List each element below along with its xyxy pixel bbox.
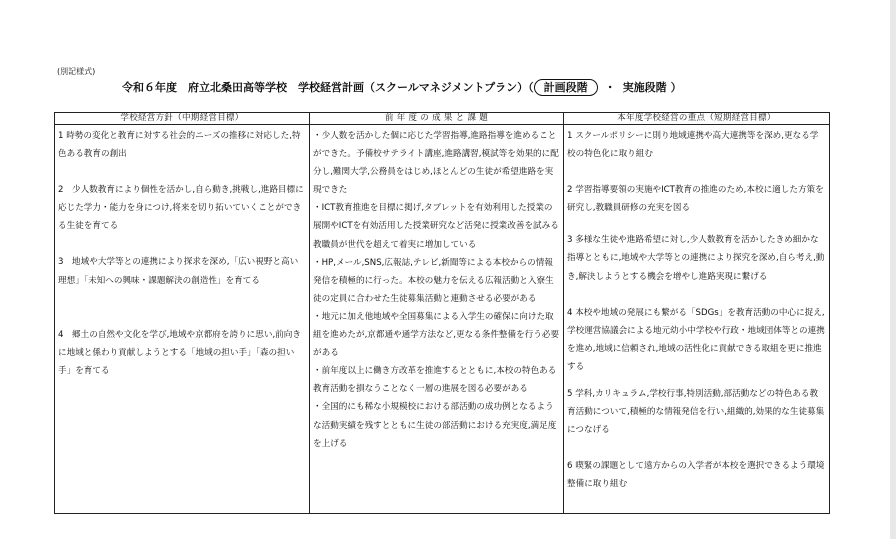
results-cell	[310, 125, 564, 514]
stage-planning-circled: 計画段階	[534, 79, 598, 96]
table-body-row	[55, 125, 830, 514]
results-item: ・ICT教育推進を目標に掲げ,タブレットを有効利用した授業の展開やICTを有効活用した授業研究など活発に授業改善を試みる教職員が世代を超えて着実に増加している	[313, 203, 559, 250]
focus-item: 3 多様な生徒や進路希望に対し,少人数教育を活かしたきめ細かな指導とともに,地域や大学等との連携により探究を深め,自ら考え,動き,解決しようとする機会を增やし進路実現に繋げる	[567, 235, 825, 282]
focus-item: 1 スクールポリシーに則り地域連携や高大連携等を深め,更なる学校の特色化に取り組む	[567, 131, 819, 160]
policy-cell	[55, 125, 310, 514]
policy-item: 1 時勢の変化と教育に対する社会的ニーズの推移に対応した,特色ある教育の創出	[58, 131, 301, 160]
policy-item: 2 少人数教育により個性を活かし,自ら動き,挑戦し,進路目標に応じた学力・能力を身につけ,将来を切り拓いていくことができる生徒を育てる	[58, 185, 304, 232]
results-item: ・前年度以上に働き方改革を推進するとともに,本校の特色ある教育活動を損なうことなく一層の進展を図る必要がある	[313, 366, 557, 395]
results-item: ・HP,メール,SNS,広報誌,テレビ,新聞等による本校からの情報発信を積極的に行った。本校の魅力を伝える広報活動と入寮生徒の定員に合わせた生徒募集活動と連動させる必要がある	[313, 257, 554, 304]
focus-item: 6 喫緊の課題として遠方からの入学者が本校を選択できるよう環境整備に取り組む	[567, 461, 825, 490]
focus-cell	[564, 125, 830, 514]
stage-implementation: 実施段階	[622, 81, 667, 94]
header-results: 前 年 度 の 成 果 と 課 題	[310, 113, 564, 125]
form-label: (別記様式)	[57, 67, 96, 76]
focus-item: 4 本校や地域の発展にも繋がる「SDGs」を教育活動の中心に捉え,学校運営協議会による地元幼小中学校や行政・地域団体等との連携を進め,地域に信頼され,地域の活性化に貢献できる取組を更に推進する	[567, 307, 825, 372]
title-text: 令和６年度 府立北桑田高等学校 学校経営計画（スクールマネジメントプラン）（	[122, 81, 534, 94]
page-edge-shadow	[890, 0, 896, 539]
document-title	[122, 77, 686, 97]
stage-separator: ・	[604, 81, 616, 94]
results-item: ・全国的にも稀な小規模校における部活動の成功例となるような活動実績を残すとともに生徒の部活動における充実度,満足度を上げる	[313, 402, 557, 449]
header-focus: 本年度学校経営の重点（短期経営目標）	[564, 113, 830, 125]
school-plan-table	[54, 112, 830, 514]
policy-item: 3 地域や大学等との連携により探求を深め,「広い視野と高い理想」「未知への興味・課題解決の創造性」を育てる	[58, 257, 299, 286]
table-header-row	[55, 113, 830, 125]
results-item: ・地元に加え他地域や全国募集による入学生の確保に向けた取組を進めたが,京都通や通学方法など,更なる条件整備を行う必要がある	[313, 311, 560, 359]
title-close-paren: ）	[670, 81, 682, 94]
results-item: ・少人数を活かした個に応じた学習指導,進路指導を進めることができた。予備校サテライト講座,進路講習,模試等を効果的に配分し,難関大学,公務員をはじめ,ほとんどの生徒が希望進路を実現できた	[313, 131, 559, 196]
header-policy: 学校経営方針（中期経営目標）	[55, 113, 310, 125]
focus-item: 5 学科,カリキュラム,学校行事,特別活動,部活動などの特色ある教育活動について,積極的な情報発信を行い,組織的,効果的な生徒募集につなげる	[567, 389, 825, 436]
focus-item: 2 学習指導要領の実施やICT教育の推進のため,本校に適した方策を研究し,教職員研修の充実を図る	[567, 185, 824, 214]
policy-item: 4 郷土の自然や文化を学び,地域や京都府を誇りに思い,前向きに地域と係わり貢献しようとする「地域の担い手」「森の担い手」を育てる	[58, 329, 301, 376]
